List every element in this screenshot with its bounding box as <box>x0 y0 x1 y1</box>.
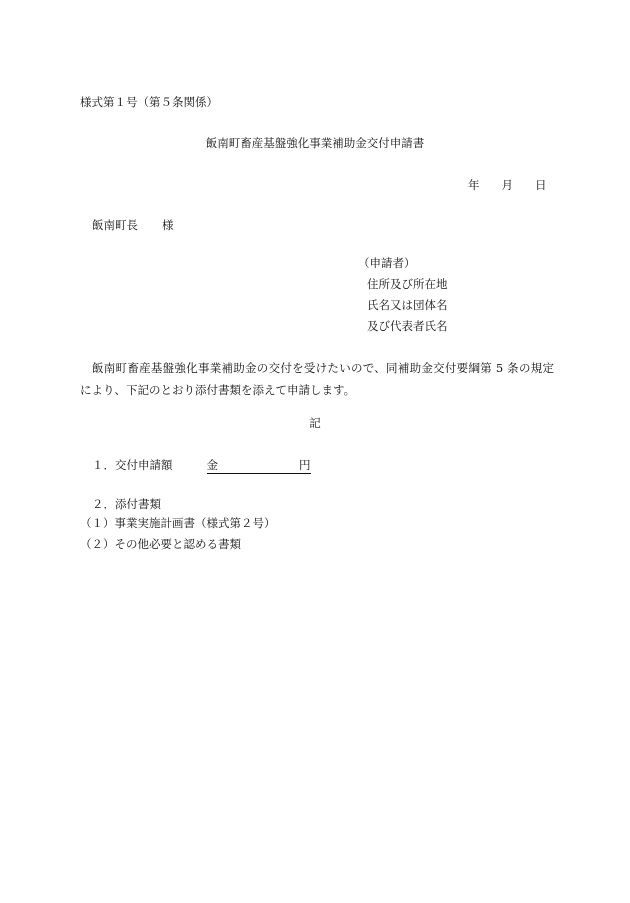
requested-amount-label: １．交付申請額 <box>92 458 173 472</box>
form-number: 様式第１号（第５条関係） <box>80 95 218 109</box>
requested-amount-row <box>92 460 311 474</box>
applicant-name-label: 氏名又は団体名 <box>367 298 448 312</box>
applicant-address-label: 住所及び所在地 <box>367 277 448 291</box>
addressee-name: 飯南町長 <box>92 218 138 232</box>
document-title: 飯南町畜産基盤強化事業補助金交付申請書 <box>205 136 425 150</box>
addressee-honorific: 様 <box>162 218 174 232</box>
applicant-heading: （申請者） <box>358 256 416 270</box>
date-month: 月 <box>501 178 513 192</box>
date-day: 日 <box>535 178 547 192</box>
note-heading: 記 <box>309 416 321 430</box>
date-year: 年 <box>468 178 480 192</box>
attachment-item: （１）事業実施計画書（様式第２号） <box>80 516 276 530</box>
applicant-representative-label: 及び代表者氏名 <box>367 319 448 333</box>
amount-field <box>207 460 311 474</box>
attachments-list <box>80 518 276 560</box>
applicant-block <box>358 258 448 342</box>
amount-suffix: 円 <box>299 458 311 472</box>
date-line <box>468 180 547 192</box>
attachment-item: （２）その他必要と認める書類 <box>80 537 241 551</box>
amount-prefix: 金 <box>206 458 218 472</box>
addressee <box>92 220 174 232</box>
body-paragraph: 飯南町畜産基盤強化事業補助金の交付を受けたいので、同補助金交付要綱第 5 条の規定により、下記のとおり添付書類を添えて申請します。 <box>80 361 554 397</box>
attachments-heading: ２．添付書類 <box>92 497 161 511</box>
